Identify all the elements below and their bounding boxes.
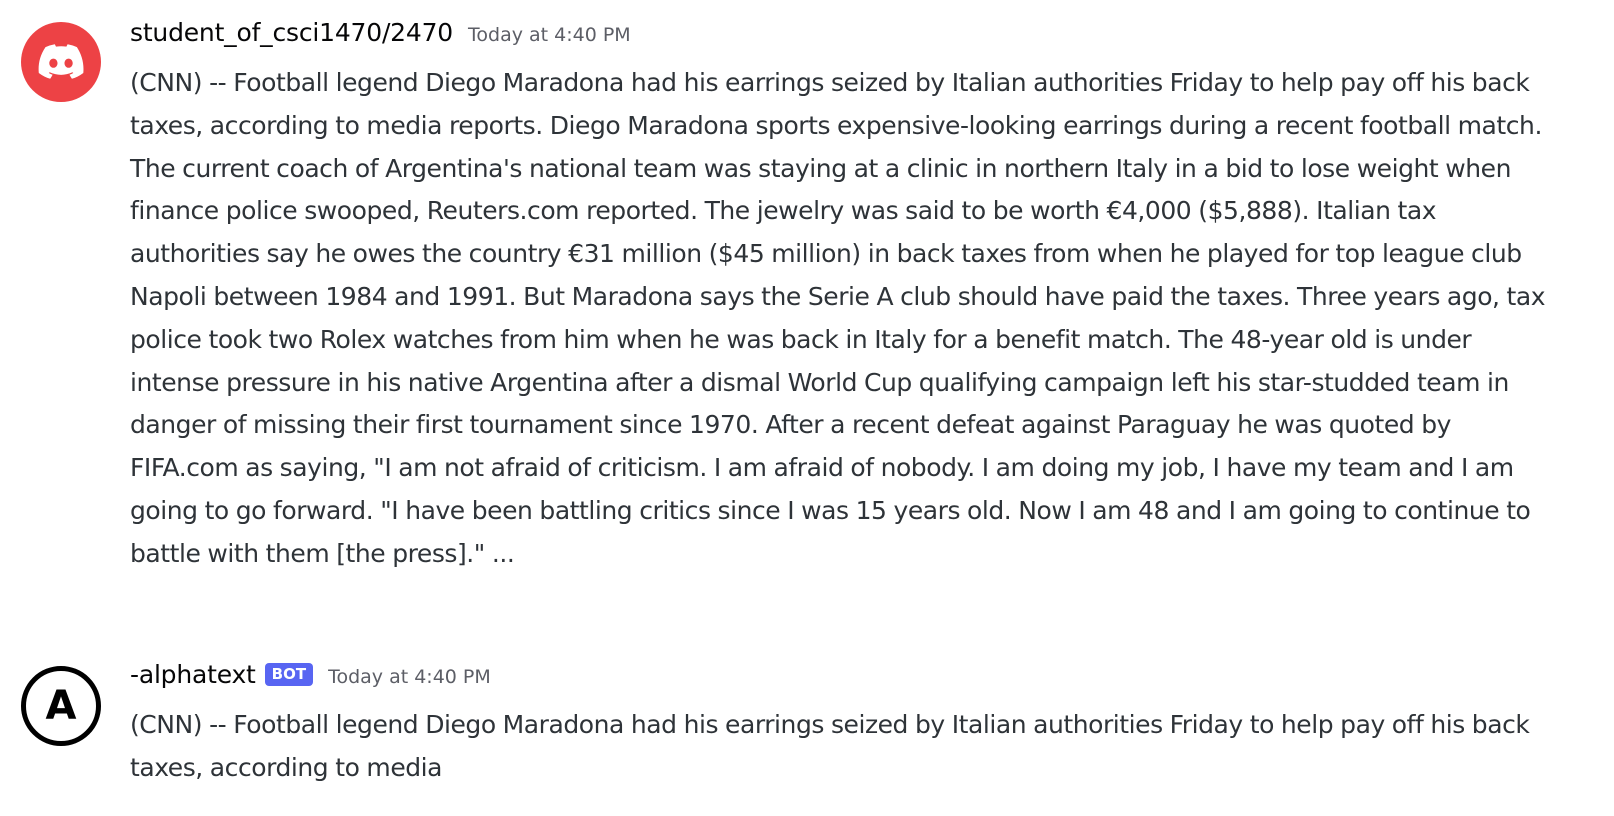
username[interactable]: -alphatext — [130, 660, 256, 689]
user-avatar[interactable] — [21, 22, 101, 102]
message-text: (CNN) -- Football legend Diego Maradona had his earrings seized by Italian authorities Friday to help pay off his back taxes, according to media — [130, 710, 1530, 782]
alphatext-logo-icon: A — [45, 683, 77, 729]
bot-badge: BOT — [265, 663, 313, 686]
message-content — [130, 660, 1554, 790]
message-header — [130, 660, 1554, 704]
message-header — [130, 18, 1554, 62]
username[interactable]: student_of_csci1470/2470 — [130, 18, 453, 47]
timestamp[interactable]: Today at 4:40 PM — [468, 24, 631, 46]
timestamp[interactable]: Today at 4:40 PM — [328, 666, 491, 688]
message-content — [130, 18, 1554, 576]
message-text: (CNN) -- Football legend Diego Maradona had his earrings seized by Italian authorities Friday to help pay off his back taxes, according to media reports. Diego Maradona sports expensive-looking earrings during a recent football match. The current coach of Argentina's national team was staying at a clinic in northern Italy in a bid to lose weight when finance police swooped, Reuters.com reported. The jewelry was said to be worth €4,000 ($5,888). Italian tax authorities say he owes the country €31 million ($45 million) in back taxes from when he played for top league club Napoli between 1984 and 1991. But Maradona says the Serie A club should have paid the taxes. Three years ago, tax police took two Rolex watches from him when he was back in Italy for a benefit match. The 48-year old is under intense pressure in his native Argentina after a dismal World Cup qualifying campaign left his star-studded team in danger of missing their first tournament since 1970. After a recent defeat against Paraguay he was quoted by FIFA.com as saying, "I am not afraid of criticism. I am afraid of nobody. I am doing my job, I have my team and I am going to go forward. "I have been battling critics since I was 15 years old. Now I am 48 and I am going to continue to battle with them [the press]." ... — [130, 68, 1546, 568]
discord-logo-icon — [38, 44, 84, 80]
bot-avatar[interactable] — [21, 666, 101, 746]
